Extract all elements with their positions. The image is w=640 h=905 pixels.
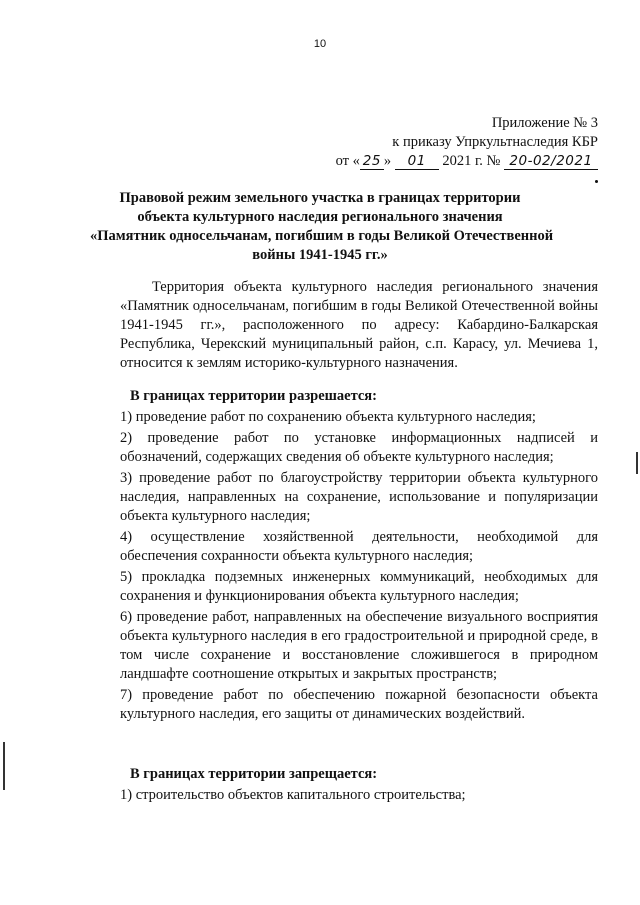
allowed-item: 4) осуществление хозяйственной деятельности, необходимой для обеспечения сохранности объекта культурного наследия; bbox=[120, 529, 598, 564]
forbidden-item: 1) строительство объектов капитального строительства; bbox=[120, 787, 466, 803]
forbidden-section bbox=[120, 765, 598, 807]
document-title bbox=[90, 189, 554, 265]
allowed-list bbox=[120, 408, 598, 724]
scan-margin-mark bbox=[3, 742, 5, 790]
order-reference: к приказу Упркультнаследия КБР bbox=[392, 134, 598, 150]
date-day-handwritten: 25 bbox=[360, 154, 384, 170]
forbidden-heading: В границах территории запрещается: bbox=[130, 766, 378, 782]
allowed-section bbox=[120, 387, 598, 726]
allowed-heading: В границах территории разрешается: bbox=[130, 388, 377, 404]
date-year: 2021 г. № bbox=[442, 153, 501, 169]
intro-section bbox=[120, 278, 598, 373]
appendix-header bbox=[336, 114, 598, 171]
title-line-3: «Памятник односельчанам, погибшим в годы Великой Отечественной bbox=[90, 228, 554, 244]
allowed-item: 7) проведение работ по обеспечению пожарной безопасности объекта культурного наследия, его защиты от динамических воздействий. bbox=[120, 687, 598, 722]
allowed-item: 5) прокладка подземных инженерных коммуникаций, необходимых для сохранения и функционирования объекта культурного наследия; bbox=[120, 569, 598, 604]
title-line-4: войны 1941-1945 гг.» bbox=[252, 247, 388, 263]
intro-paragraph: Территория объекта культурного наследия регионального значения «Памятник односельчанам, погибшим в годы Великой Отечественной войны 1941-1945 гг.», расположенного по адресу: Кабардино-Балкарская Республика, Черекский муниципальный район, с.п. Карасу, ул. Мечиева 1, относится к землям историко-культурного назначения. bbox=[120, 279, 598, 371]
order-number-handwritten: 20-02/2021 bbox=[504, 154, 598, 170]
date-prefix: от « bbox=[335, 153, 360, 169]
stray-dot bbox=[595, 180, 598, 183]
title-line-1: Правовой режим земельного участка в границах территории bbox=[119, 190, 521, 206]
scan-margin-mark bbox=[636, 452, 638, 474]
allowed-item: 2) проведение работ по установке информационных надписей и обозначений, содержащих сведения об объекте культурного наследия; bbox=[120, 430, 598, 465]
title-line-2: объекта культурного наследия регионального значения bbox=[137, 209, 503, 225]
allowed-item: 6) проведение работ, направленных на обеспечение визуального восприятия объекта культурного наследия в его градостроительной и природной среде, в том числе сохранение и восстановление сложившегося в природном ландшафте соотношение открытых и закрытых пространств; bbox=[120, 609, 598, 682]
order-date-line bbox=[336, 152, 598, 171]
date-month-handwritten: 01 bbox=[395, 154, 439, 170]
allowed-item: 3) проведение работ по благоустройству территории объекта культурного наследия, направленных на сохранение, использование и популяризации объекта культурного наследия; bbox=[120, 470, 598, 524]
date-mid: » bbox=[383, 153, 392, 169]
page-number: 10 bbox=[313, 38, 327, 50]
forbidden-list bbox=[120, 786, 598, 805]
allowed-item: 1) проведение работ по сохранению объекта культурного наследия; bbox=[120, 409, 536, 425]
appendix-label: Приложение № 3 bbox=[491, 115, 598, 131]
